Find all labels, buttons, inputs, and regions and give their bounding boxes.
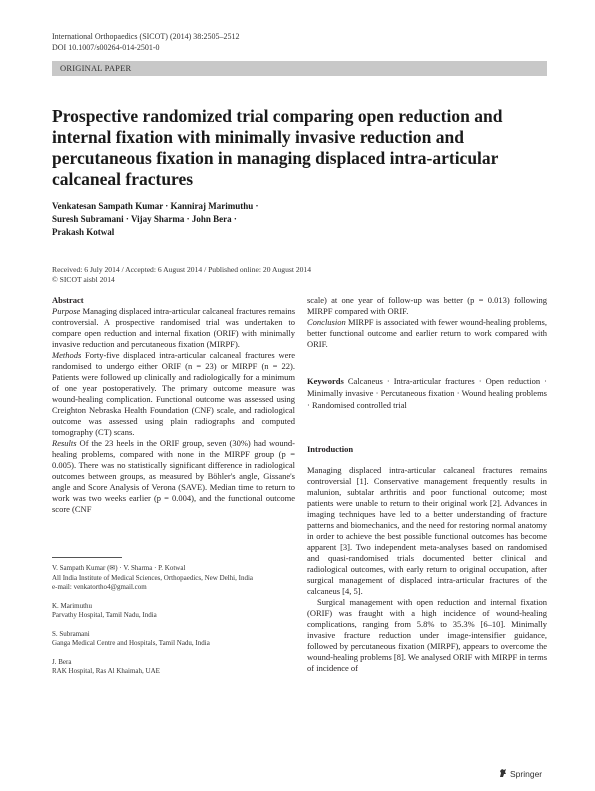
results-continued: scale) at one year of follow-up was better (p = 0.013) following MIRPF compared with ORIF. bbox=[307, 295, 547, 316]
author-line: Venkatesan Sampath Kumar · Kanniraj Marimuthu · bbox=[52, 201, 259, 211]
publisher-name: Springer bbox=[510, 769, 543, 779]
abstract-methods bbox=[52, 350, 295, 438]
abstract-conclusion bbox=[307, 317, 547, 350]
conclusion-text: MIRPF is associated with fewer wound-healing problems, better functional outcome and earlier return to work compared with ORIF. bbox=[307, 317, 547, 349]
springer-horse-icon bbox=[498, 768, 508, 778]
abstract-purpose bbox=[52, 306, 295, 350]
author-line: Prakash Kotwal bbox=[52, 227, 115, 237]
intro-paragraph-1: Managing displaced intra-articular calcaneal fractures remains controversial [1]. Conservative management frequently results in malunion, subtalar arthritis and poor functional outcome; most patients were unable to return to their original work [2]. Advances in imaging techniques have led to a better understanding of fracture patterns and biomechanics, and the need for restoring normal anatomy in order to achieve the best possible functional outcomes has become apparent [3]. Two independent meta-analyses based on randomised and quasi-randomised trials documented better clinical and radiological outcomes, with early return to original occupation, after surgical management of displaced intra-articular fractures of the calcaneus [4, 5]. bbox=[307, 465, 547, 596]
author-line: Suresh Subramani · Vijay Sharma · John Bera · bbox=[52, 214, 237, 224]
author-list bbox=[52, 200, 352, 239]
results-label: Results bbox=[52, 438, 77, 448]
section-banner bbox=[52, 61, 547, 76]
received-accepted-line: Received: 6 July 2014 / Accepted: 6 August 2014 / Published online: 20 August 2014 bbox=[52, 265, 312, 274]
affiliations bbox=[52, 564, 292, 677]
affiliation-institution: RAK Hospital, Ras Al Khaimah, UAE bbox=[52, 667, 160, 675]
purpose-label: Purpose bbox=[52, 306, 81, 316]
affiliation-institution: All India Institute of Medical Sciences, Orthopaedics, New Delhi, India bbox=[52, 573, 253, 582]
publisher-footer bbox=[498, 768, 542, 779]
results-text: Of the 23 heels in the ORIF group, seven (30%) had wound-healing problems, compared with none in the MIRPF group (p = 0.005). There was no statistically significant difference in radiological outcomes between groups, as measured by Böhler's angle, Gissane's angle and Score Analysis of Verona (SAVE). Median time to return to work was two weeks earlier (p = 0.004), and the functional outcome score (CNF bbox=[52, 438, 295, 514]
affiliation-email[interactable]: e-mail: venkatortho4@gmail.com bbox=[52, 583, 147, 591]
methods-text: Forty-five displaced intra-articular calcaneal fractures were randomised to undergo either ORIF (n = 23) or MIRPF (n = 22). Patients were followed up clinically and radiologically for a minimum of one year postoperatively. The primary outcome measure was wound-healing complication. Functional outcome was assessed using Creighton Nebraska Health Foundation (CNF) scale, and radiological outcome was assessed using plain radiographs and computed tomography (CT) scans. bbox=[52, 350, 295, 437]
section-label: ORIGINAL PAPER bbox=[60, 63, 132, 73]
intro-paragraph-2: Surgical management with open reduction and internal fixation (ORIF) was fraught with a high incidence of wound-healing complications, ranging from 5.8% to 35.3% [6–10]. Minimally invasive fracture reduction under image-intensifier guidance, followed by percutaneous fixation (MIRPF), appears to overcome the wound-healing problems [8]. We analysed ORIF with MIRPF in terms of incidence of bbox=[307, 597, 547, 673]
abstract-heading: Abstract bbox=[52, 295, 84, 305]
keywords-label: Keywords bbox=[307, 376, 344, 386]
publication-dates bbox=[52, 265, 311, 285]
affiliation-authors: K. Marimuthu bbox=[52, 601, 93, 610]
journal-citation: International Orthopaedics (SICOT) (2014) 38:2505–2512 bbox=[52, 32, 240, 41]
article-title: Prospective randomized trial comparing open reduction and internal fixation with minimally invasive reduction and percutaneous fixation in managing displaced intra-articular calcaneal fractures bbox=[52, 106, 503, 189]
purpose-text: Managing displaced intra-articular calcaneal fractures remains controversial. A prospective randomised trial was undertaken to compare open reduction and internal fixation (ORIF) with minimally invasive reduction and percutaneous fixation (MIRPF). bbox=[52, 306, 295, 349]
affiliation-authors: S. Subramani bbox=[52, 629, 90, 638]
affiliation-authors: V. Sampath Kumar (✉) · V. Sharma · P. Kotwal bbox=[52, 564, 186, 572]
affiliation-institution: Parvathy Hospital, Tamil Nadu, India bbox=[52, 611, 157, 619]
introduction-heading: Introduction bbox=[307, 444, 354, 454]
journal-header bbox=[52, 31, 240, 53]
abstract-results bbox=[52, 438, 295, 515]
affiliation-authors: J. Bera bbox=[52, 657, 72, 666]
affiliation-divider bbox=[52, 557, 122, 558]
methods-label: Methods bbox=[52, 350, 82, 360]
conclusion-label: Conclusion bbox=[307, 317, 346, 327]
copyright-line: © SICOT aisbl 2014 bbox=[52, 275, 115, 284]
introduction-body bbox=[307, 465, 547, 674]
abstract-left-column bbox=[52, 295, 295, 515]
doi: DOI 10.1007/s00264-014-2501-0 bbox=[52, 43, 160, 52]
abstract-right-column bbox=[307, 295, 547, 350]
keywords-text: Calcaneus · Intra-articular fractures · Open reduction · Minimally invasive · Percutaneous fixation · Wound healing problems · Randomised controlled trial bbox=[307, 376, 547, 410]
affiliation-institution: Ganga Medical Centre and Hospitals, Tamil Nadu, India bbox=[52, 639, 210, 647]
keywords bbox=[307, 375, 547, 411]
